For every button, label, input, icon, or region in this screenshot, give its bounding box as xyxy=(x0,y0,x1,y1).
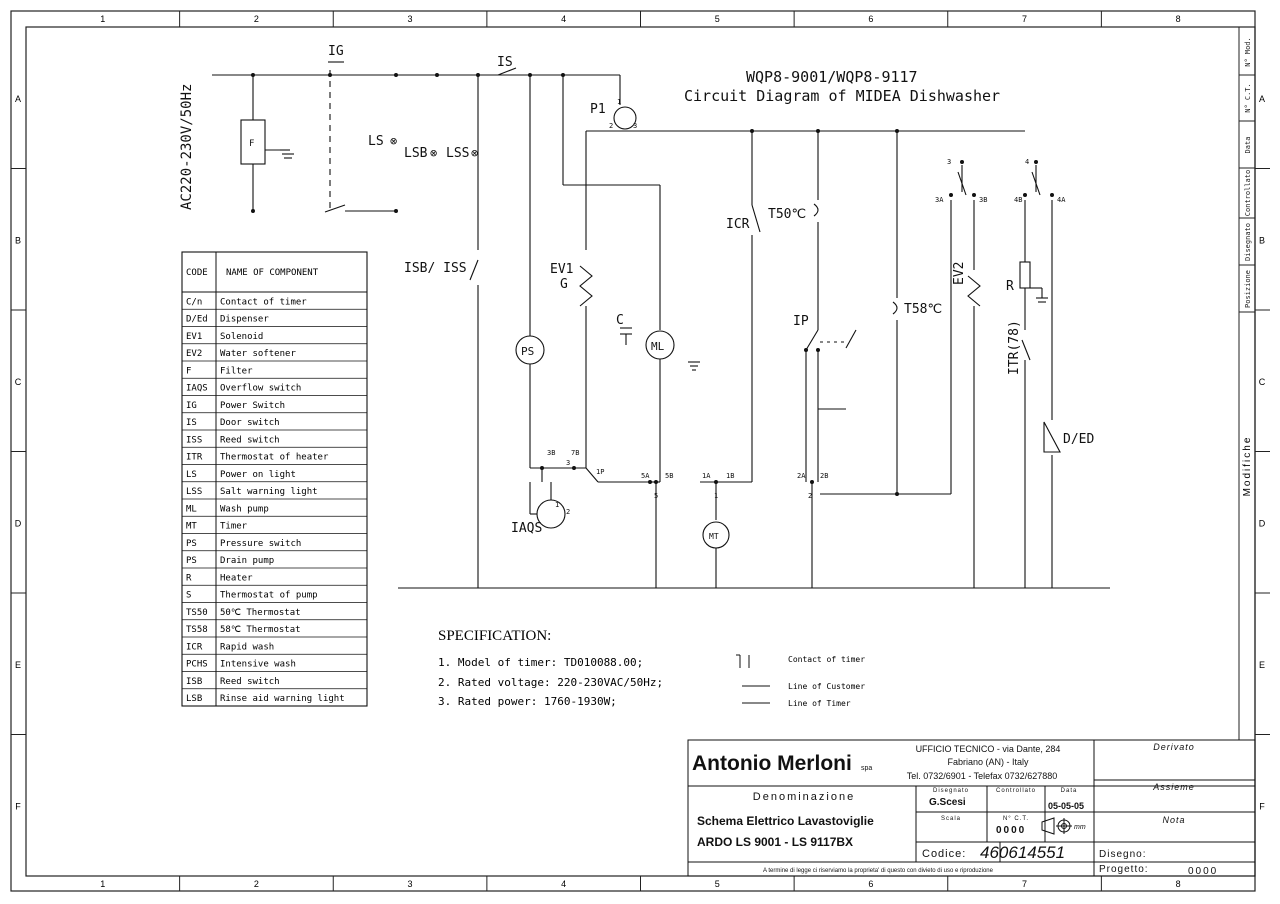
row-label: A xyxy=(14,93,22,104)
company-name: Antonio Merloni xyxy=(692,752,852,775)
strip-label-disegnato: Disegnato xyxy=(1244,223,1252,261)
legend-code: PS xyxy=(186,556,197,566)
legend-component-name: Salt warning light xyxy=(220,487,318,497)
column-label: 4 xyxy=(561,14,567,24)
row-label: A xyxy=(1258,93,1266,104)
legend-component-name: Timer xyxy=(220,521,248,532)
label-isb-iss: ISB/ ISS xyxy=(404,261,467,276)
outer-border xyxy=(11,11,1255,891)
row-label: F xyxy=(1259,801,1265,812)
row-label: D xyxy=(14,518,22,529)
label-icr: ICR xyxy=(726,217,750,232)
pin-label: 1 xyxy=(714,492,719,500)
column-label: 1 xyxy=(100,879,106,889)
row-label: B xyxy=(1258,235,1266,246)
disegnato-value: G.Scesi xyxy=(929,797,966,808)
modifiche-label: Modifiche xyxy=(1242,435,1253,497)
legend-code: IS xyxy=(186,418,197,428)
pin-label: 1P xyxy=(596,468,605,476)
derivato-label: Derivato xyxy=(1153,742,1195,752)
legend-code: LSS xyxy=(186,487,203,497)
legend-code: ICR xyxy=(186,642,203,653)
legend-code: F xyxy=(186,366,192,377)
legend-component-name: Drain pump xyxy=(220,556,275,566)
label-t50: T50℃ xyxy=(768,207,807,222)
legend-component-name: Wash pump xyxy=(220,504,269,515)
legend-component-name: 58℃ Thermostat xyxy=(220,625,301,635)
label-ip: IP xyxy=(793,314,809,329)
controllato-label: Controllato xyxy=(995,788,1037,794)
label-ev2: EV2 xyxy=(952,261,967,285)
unit-label: mm xyxy=(1074,824,1086,831)
legend-component-name: Thermostat of heater xyxy=(220,452,329,463)
column-label: 8 xyxy=(1175,879,1181,889)
supply-label: AC220-230V/50Hz xyxy=(179,83,195,210)
label-g: G xyxy=(560,277,568,292)
key-customer-line: Line of Customer xyxy=(788,682,866,691)
column-label: 5 xyxy=(714,879,720,889)
legend-component-name: Contact of timer xyxy=(220,297,307,308)
pin-label: 4 xyxy=(1025,158,1030,166)
legend-component-name: Dispenser xyxy=(220,314,269,325)
revision-strip xyxy=(1239,27,1255,740)
spec-item: 3. Rated power: 1760-1930W; xyxy=(438,695,617,708)
label-lss: LSS xyxy=(446,146,470,161)
legend-code: D/Ed xyxy=(186,314,208,325)
specification xyxy=(438,628,865,708)
legend-code: MT xyxy=(186,521,197,532)
legend-header-name: NAME OF COMPONENT xyxy=(226,268,319,278)
label-r: R xyxy=(1006,279,1014,294)
row-label: D xyxy=(1258,518,1266,529)
label-ev1: EV1 xyxy=(550,262,574,277)
progetto-value: 0000 xyxy=(1188,866,1219,877)
label-c: C xyxy=(616,313,624,328)
pin-label: 3 xyxy=(566,459,571,467)
diagram-model: WQP8-9001/WQP8-9117 xyxy=(746,68,918,86)
codice-value: 460614551 xyxy=(980,843,1066,862)
pin-label: 2B xyxy=(820,472,829,480)
label-is: IS xyxy=(497,55,513,70)
spec-item: 1. Model of timer: TD010088.00; xyxy=(438,656,644,669)
strip-label-nmod: N° Mod. xyxy=(1244,37,1252,67)
column-label: 7 xyxy=(1022,879,1028,889)
legend-code: IAQS xyxy=(186,383,208,394)
label-itr: ITR(78) xyxy=(1007,320,1022,375)
denominazione-label: Denominazione xyxy=(752,791,856,803)
pin-label: 5A xyxy=(641,472,650,480)
disegno-label: Disegno: xyxy=(1099,849,1147,860)
company-suffix: spa xyxy=(861,765,873,772)
drawing-date: 05-05-05 xyxy=(1048,801,1085,811)
pin-label: 1 xyxy=(617,98,622,106)
label-f: F xyxy=(249,139,255,149)
drawing-name-1: Schema Elettrico Lavastoviglie xyxy=(697,814,874,828)
column-label: 2 xyxy=(253,14,259,24)
column-label: 3 xyxy=(407,879,413,889)
data-label: Data xyxy=(1060,788,1078,794)
legend-component-name: Heater xyxy=(220,573,253,584)
pin-label: 5B xyxy=(665,472,674,480)
legend-component-name: Rapid wash xyxy=(220,642,275,653)
diagram-title: Circuit Diagram of MIDEA Dishwasher xyxy=(684,87,1001,105)
office-city: Fabriano (AN) - Italy xyxy=(947,757,1029,767)
legend-component-name: Thermostat of pump xyxy=(220,590,318,601)
disegnato-label: Disegnato xyxy=(932,788,970,794)
legend-component-name: Overflow switch xyxy=(220,383,302,394)
legend-code: ISS xyxy=(186,435,203,446)
label-ml: ML xyxy=(651,340,665,353)
pin-label: 2A xyxy=(797,472,806,480)
column-label: 4 xyxy=(561,879,567,889)
legend-component-name: Water softener xyxy=(220,349,296,359)
pin-label: 1 xyxy=(555,501,560,509)
nota-label: Nota xyxy=(1162,815,1186,825)
key-timer-line: Line of Timer xyxy=(788,699,851,708)
column-label: 6 xyxy=(868,879,874,889)
legend-code: S xyxy=(186,590,192,601)
label-mt: MT xyxy=(709,532,719,541)
label-iaqs: IAQS xyxy=(511,521,543,536)
pin-label: 7B xyxy=(571,449,580,457)
spec-item: 2. Rated voltage: 220-230VAC/50Hz; xyxy=(438,676,664,689)
codice-label: Codice: xyxy=(922,848,967,860)
column-label: 5 xyxy=(714,14,720,24)
legal-footer: A termine di legge ci riserviamo la proprieta' di questo con divieto di uso e riproduzione xyxy=(763,868,993,874)
legend-component-name: Filter xyxy=(220,366,253,377)
legend-code: C/n xyxy=(186,297,203,308)
label-ig: IG xyxy=(328,44,344,59)
pin-label: 1B xyxy=(726,472,735,480)
label-p1: P1 xyxy=(590,102,606,117)
column-label: 2 xyxy=(253,879,259,889)
legend-component-name: Solenoid xyxy=(220,331,264,342)
pin-label: 3B xyxy=(547,449,556,457)
pin-label: 2 xyxy=(566,508,571,516)
legend-header-code: CODE xyxy=(186,268,208,278)
legend-component-name: Reed switch xyxy=(220,435,280,446)
row-label: E xyxy=(1258,659,1266,670)
circuit-diagram xyxy=(212,62,1110,588)
nct-value: 0000 xyxy=(996,825,1027,836)
legend-code: EV1 xyxy=(186,331,203,342)
strip-label-controllato: Controllato xyxy=(1244,169,1252,217)
legend-code: ISB xyxy=(186,676,203,687)
legend-component-name: Pressure switch xyxy=(220,538,302,549)
legend-code: IG xyxy=(186,400,197,411)
legend-component-name: Door switch xyxy=(220,418,280,428)
legend-component-name: Power Switch xyxy=(220,400,286,411)
strip-label-posizione: Posizione xyxy=(1244,270,1252,308)
projection-symbol-icon xyxy=(1042,818,1072,834)
legend-code: PCHS xyxy=(186,659,208,670)
legend-component-name: Intensive wash xyxy=(220,659,296,670)
pin-label: 2 xyxy=(609,122,614,130)
component-legend xyxy=(182,252,367,706)
pin-label: 3 xyxy=(947,158,952,166)
pin-label: 5 xyxy=(654,492,659,500)
legend-code: PS xyxy=(186,538,197,549)
pin-label: 4A xyxy=(1057,196,1066,204)
legend-code: R xyxy=(186,573,192,584)
row-label: C xyxy=(14,376,22,387)
pin-label: 2 xyxy=(808,492,813,500)
strip-label-nct: N° C.T. xyxy=(1244,83,1252,113)
assieme-label: Assieme xyxy=(1153,782,1195,792)
column-label: 6 xyxy=(868,14,874,24)
legend-component-name: Power on light xyxy=(220,469,296,480)
legend-code: LS xyxy=(186,469,197,480)
column-label: 3 xyxy=(407,14,413,24)
pin-label: 3A xyxy=(935,196,944,204)
lamp-ls-icon: ⊗ xyxy=(390,134,398,148)
office-phone: Tel. 0732/6901 - Telefax 0732/627880 xyxy=(906,771,1058,781)
label-ded: D/ED xyxy=(1063,432,1095,447)
pin-label: 4B xyxy=(1014,196,1023,204)
pin-label: 3B xyxy=(979,196,988,204)
drawing-name-2: ARDO LS 9001 - LS 9117BX xyxy=(697,835,854,849)
progetto-label: Progetto: xyxy=(1099,864,1149,875)
inner-border xyxy=(26,27,1255,876)
legend-code: LSB xyxy=(186,694,203,704)
pin-label: 1A xyxy=(702,472,711,480)
row-label: B xyxy=(14,235,22,246)
label-lsb: LSB xyxy=(404,146,428,161)
row-label: F xyxy=(15,801,21,812)
pin-label: 3 xyxy=(633,122,638,130)
lamp-lss-icon: ⊗ xyxy=(471,146,479,160)
legend-code: TS58 xyxy=(186,625,208,635)
legend-code: TS50 xyxy=(186,607,208,618)
label-ps: PS xyxy=(521,345,535,358)
label-t58: T58℃ xyxy=(904,302,943,317)
column-label: 8 xyxy=(1175,14,1181,24)
lamp-lsb-icon: ⊗ xyxy=(430,146,438,160)
column-label: 7 xyxy=(1022,14,1028,24)
spec-title: SPECIFICATION: xyxy=(438,628,552,644)
legend-component-name: 50℃ Thermostat xyxy=(220,607,301,618)
office-address: UFFICIO TECNICO - via Dante, 284 xyxy=(915,744,1061,754)
legend-component-name: Rinse aid warning light xyxy=(220,694,345,704)
nct-label: N° C.T. xyxy=(1002,816,1030,822)
legend-component-name: Reed switch xyxy=(220,676,280,687)
label-ls: LS xyxy=(368,134,384,149)
row-label: E xyxy=(14,659,22,670)
legend-code: ITR xyxy=(186,452,203,463)
scala-label: Scala xyxy=(940,816,962,822)
key-contact: Contact of timer xyxy=(788,655,866,664)
legend-code: ML xyxy=(186,504,197,515)
row-label: C xyxy=(1258,376,1266,387)
strip-label-data: Data xyxy=(1244,136,1252,154)
column-label: 1 xyxy=(100,14,106,24)
legend-code: EV2 xyxy=(186,349,203,359)
